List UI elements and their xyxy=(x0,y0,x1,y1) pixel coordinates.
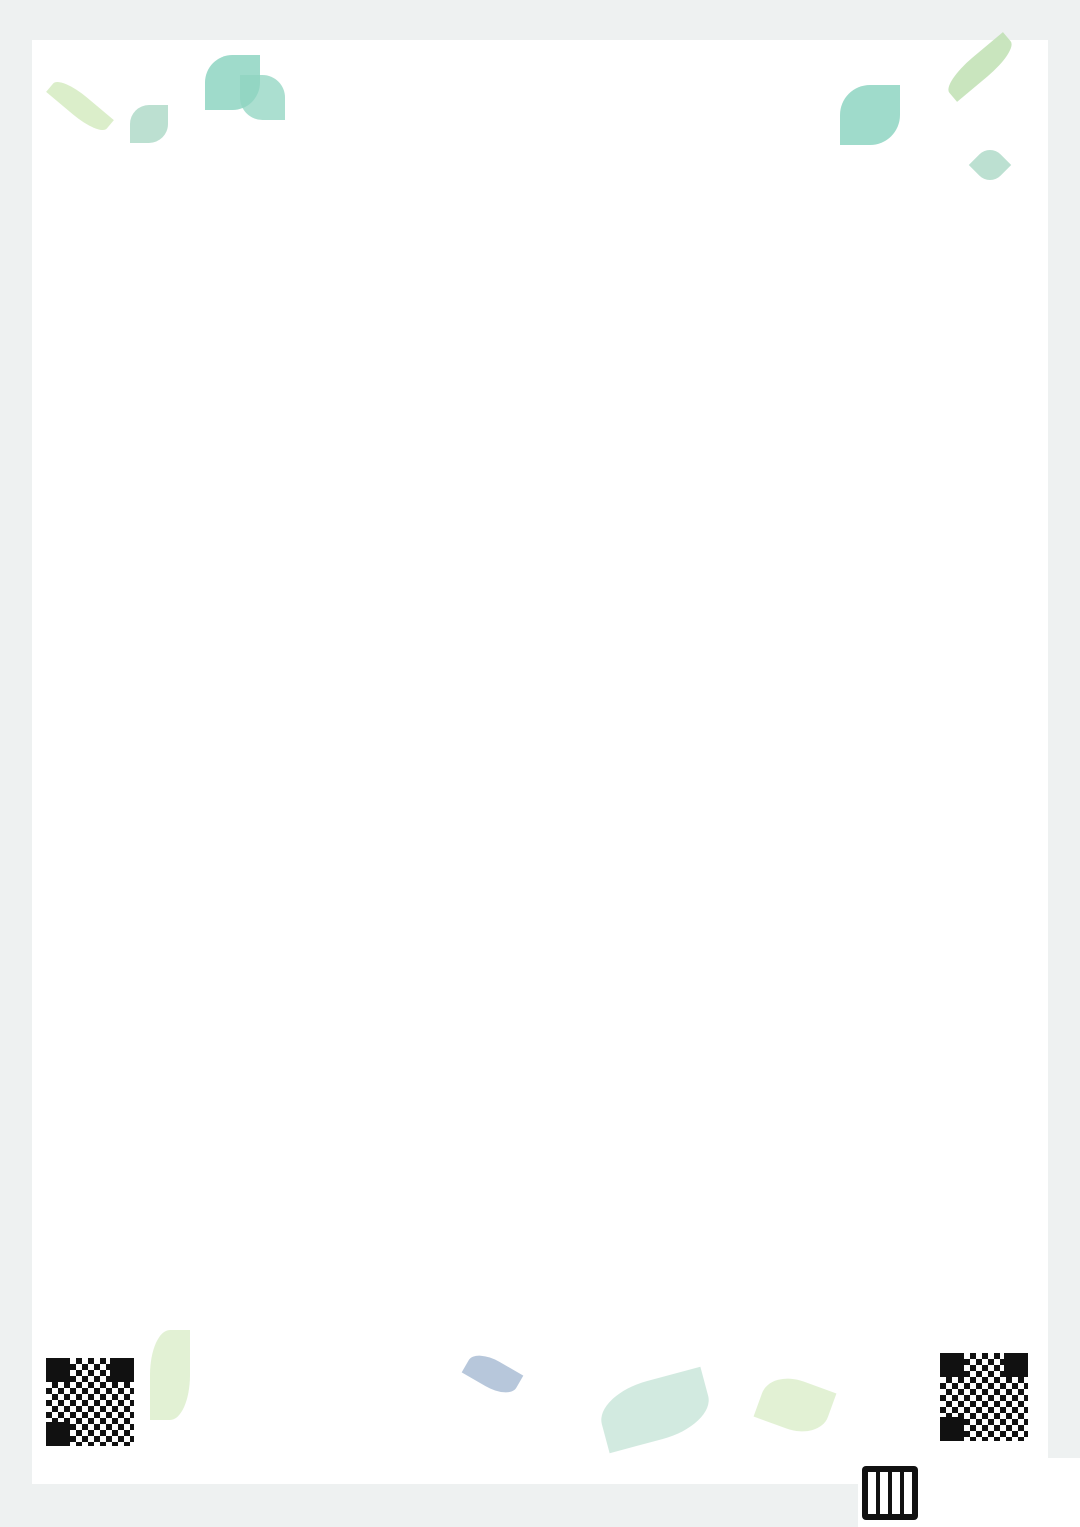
rhythm-a-pattern xyxy=(170,1215,440,1315)
song-meta xyxy=(365,168,401,169)
tab-staff xyxy=(0,360,1080,460)
leaf-decoration xyxy=(240,75,285,120)
leaf-decoration xyxy=(150,1330,190,1420)
leaf-decoration xyxy=(130,105,168,143)
brand-badge[interactable] xyxy=(858,1458,1080,1527)
rhythm-b-pattern xyxy=(535,1210,805,1315)
qr-code-left[interactable] xyxy=(38,1350,142,1454)
qr-code-right[interactable] xyxy=(932,1345,1036,1449)
chord-diagrams xyxy=(0,210,1080,340)
piano-icon xyxy=(862,1466,918,1520)
leaf-decoration xyxy=(840,85,900,145)
